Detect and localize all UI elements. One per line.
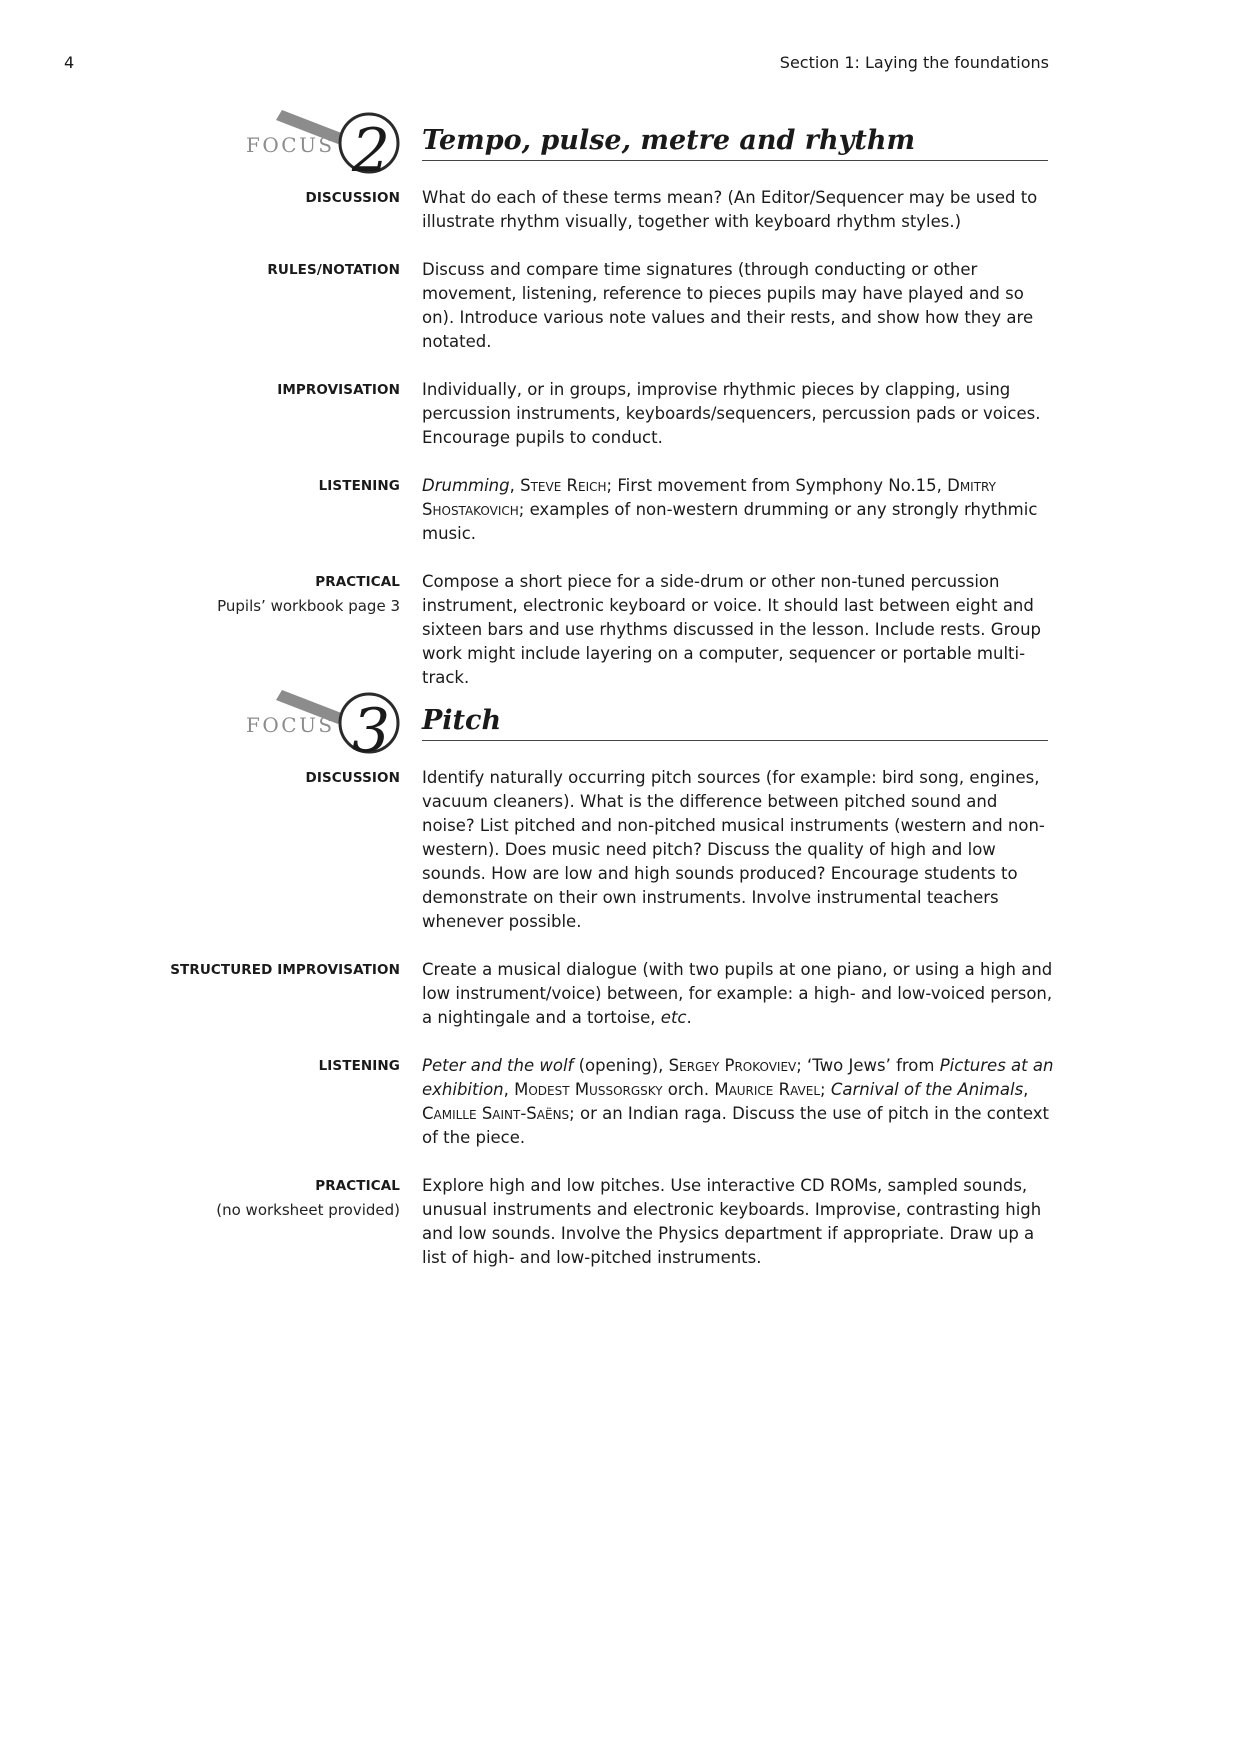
work-title: Peter and the wolf: [422, 1056, 574, 1075]
focus-2-number: 2: [351, 116, 391, 174]
composer-name: Sergey Prokoviev: [668, 1056, 797, 1075]
focus-3-emblem: [240, 684, 410, 754]
entry-label: STRUCTURED IMPROVISATION: [170, 962, 400, 978]
running-head: Section 1: Laying the foundations: [779, 53, 1049, 72]
focus-3-entries: [0, 766, 1106, 1294]
focus-2-header: [0, 104, 1106, 174]
entry-body: What do each of these terms mean? (An Editor/Sequencer may be used to illustrate rhythm visually, together with keyboard rhythm styles.): [422, 188, 1038, 231]
work-title: Carnival of the Animals: [830, 1080, 1024, 1099]
entry-label: IMPROVISATION: [277, 382, 400, 398]
focus-2-entries: [0, 186, 1106, 714]
entry-discussion: [0, 186, 1106, 234]
entry-body: Individually, or in groups, improvise rhythmic pieces by clapping, using percussion instruments, keyboards/sequencers, percussion pads or voices. Encourage pupils to conduct.: [422, 380, 1041, 447]
entry-practical: [0, 570, 1106, 690]
composer-name: Modest Mussorgsky: [514, 1080, 663, 1099]
entry-label: RULES/NOTATION: [267, 262, 400, 278]
composer-name: Steve Reich: [520, 476, 607, 495]
entry-body: Peter and the wolf (opening), Sergey Prokoviev; ‘Two Jews’ from Pictures at an exhibition, Modest Mussorgsky orch. Maurice Ravel; Carnival of the Animals, Camille Saint-Saëns; or an Indian raga. Discuss the use of pitch in the context of the piece.: [422, 1056, 1054, 1147]
entry-body: Identify naturally occurring pitch sources (for example: bird song, engines, vacuum cleaners). What is the difference between pitched sound and noise? List pitched and non-pitched musical instruments (western and non-western). Does music need pitch? Discuss the quality of high and low sounds. How are low and high sounds produced? Encourage students to demonstrate on their own instruments. Involve instrumental teachers whenever possible.: [422, 768, 1045, 931]
entry-practical: [0, 1174, 1106, 1270]
entry-rules-notation: [0, 258, 1106, 354]
focus-3-number: 3: [351, 696, 391, 754]
entry-body: Drumming, Steve Reich; First movement from Symphony No.15, Dmitry Shostakovich; examples of non-western drumming or any strongly rhythmic music.: [422, 476, 1038, 543]
entry-listening: [0, 1054, 1106, 1150]
entry-body: Compose a short piece for a side-drum or other non-tuned percussion instrument, electronic keyboard or voice. It should last between eight and sixteen bars and use rhythms discussed in the lesson. Include rests. Group work might include layering on a computer, sequencer or portable multi-track.: [422, 572, 1042, 687]
entry-label: PRACTICAL: [315, 574, 400, 590]
entry-label: LISTENING: [318, 478, 400, 494]
work-title: Drumming: [422, 476, 510, 495]
focus-3-word: FOCUS: [246, 713, 335, 737]
magnifier-icon: [240, 104, 410, 174]
entry-body: Explore high and low pitches. Use interactive CD ROMs, sampled sounds, unusual instruments and electronic keyboards. Improvise, contrasting high and low sounds. Involve the Physics department if appropriate. Draw up a list of high- and low-pitched instruments.: [422, 1176, 1042, 1267]
entry-structured-improvisation: [0, 958, 1106, 1030]
entry-label: DISCUSSION: [305, 770, 400, 786]
composer-name: Camille Saint-Saëns: [422, 1104, 570, 1123]
focus-3-title: Pitch: [422, 704, 1048, 741]
entry-body: Discuss and compare time signatures (through conducting or other movement, listening, reference to pieces pupils may have played and so on). Introduce various note values and their rests, and show how they are notated.: [422, 260, 1034, 351]
entry-listening: [0, 474, 1106, 546]
entry-sublabel: Pupils’ workbook page 3: [217, 597, 400, 615]
page-number: 4: [64, 53, 75, 72]
entry-improvisation: [0, 378, 1106, 450]
work-title: Pictures at an exhibition: [422, 1056, 1054, 1099]
focus-2-word: FOCUS: [246, 133, 335, 157]
focus-2-title: Tempo, pulse, metre and rhythm: [422, 124, 1048, 161]
composer-name: Dmitry Shostakovich: [422, 476, 996, 519]
focus-3-header: [0, 684, 1106, 754]
entry-label: LISTENING: [318, 1058, 400, 1074]
entry-discussion: [0, 766, 1106, 934]
entry-sublabel: (no worksheet provided): [216, 1201, 400, 1219]
magnifier-icon: [240, 684, 410, 754]
entry-label: DISCUSSION: [305, 190, 400, 206]
focus-2-emblem: [240, 104, 410, 174]
composer-name: Maurice Ravel: [714, 1080, 821, 1099]
entry-body: Create a musical dialogue (with two pupils at one piano, or using a high and low instrument/voice) between, for example: a high- and low-voiced person, a nightingale and a tortoise, etc.: [422, 960, 1053, 1027]
entry-label: PRACTICAL: [315, 1178, 400, 1194]
